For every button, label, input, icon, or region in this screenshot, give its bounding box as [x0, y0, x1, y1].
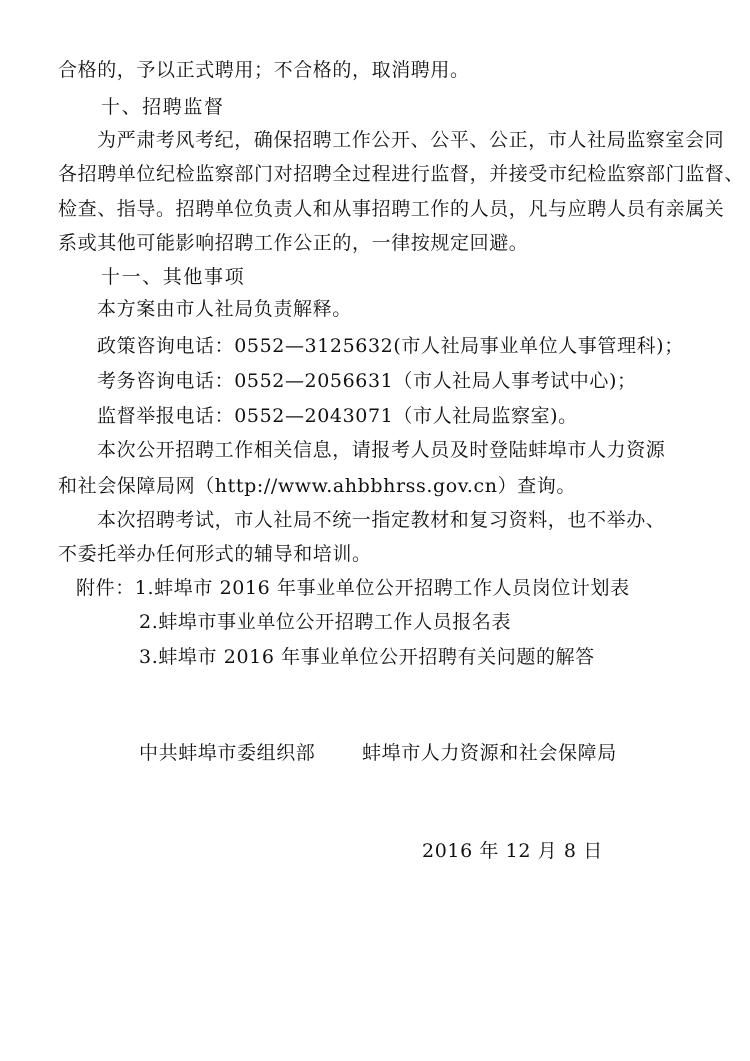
paragraph-line: 为严肃考风考纪，确保招聘工作公开、公平、公正，市人社局监察室会同: [97, 129, 725, 151]
attachment-line: 3.蚌埠市 2016 年事业单位公开招聘有关问题的解答: [139, 646, 595, 668]
paragraph-line: 本次招聘考试，市人社局不统一指定教材和复习资料，也不举办、: [97, 509, 666, 531]
contact-line: 政策咨询电话：0552—3125632(市人社局事业单位人事管理科)；: [97, 335, 684, 357]
contact-line: 监督举报电话：0552—2043071（市人社局监察室)。: [97, 405, 578, 427]
paragraph-line: 系或其他可能影响招聘工作公正的，一律按规定回避。: [58, 232, 529, 254]
paragraph-line: 检查、指导。招聘单位负责人和从事招聘工作的人员，凡与应聘人员有亲属关: [58, 198, 725, 220]
paragraph-line: 各招聘单位纪检监察部门对招聘全过程进行监督，并接受市纪检监察部门监督、: [58, 163, 745, 185]
paragraph-line: 本方案由市人社局负责解释。: [97, 298, 352, 320]
signature-org: 蚌埠市人力资源和社会保障局: [362, 742, 617, 764]
paragraph-line: 本次公开招聘工作相关信息，请报考人员及时登陆蚌埠市人力资源: [97, 439, 666, 461]
contact-line: 考务咨询电话：0552—2056631（市人社局人事考试中心)；: [97, 370, 637, 392]
section-heading: 十一、其他事项: [101, 266, 246, 288]
attachment-line: 附件：1.蚌埠市 2016 年事业单位公开招聘工作人员岗位计划表: [76, 577, 630, 599]
document-date: 2016 年 12 月 8 日: [422, 840, 603, 862]
paragraph-line: 和社会保障局网（http://www.ahbbhrss.gov.cn）查询。: [58, 475, 576, 497]
attachment-line: 2.蚌埠市事业单位公开招聘工作人员报名表: [139, 611, 512, 633]
paragraph-line: 合格的，予以正式聘用；不合格的，取消聘用。: [58, 59, 470, 81]
section-heading: 十、招聘监督: [101, 96, 225, 118]
signature-org: 中共蚌埠市委组织部: [139, 742, 316, 764]
paragraph-line: 不委托举办任何形式的辅导和培训。: [58, 543, 372, 565]
